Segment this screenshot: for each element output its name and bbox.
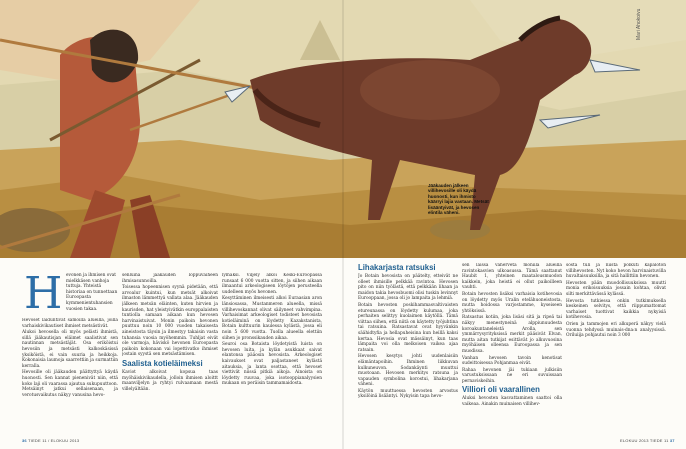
illustration-caption: Jääkauden jälkeen villihevosille oli käydä huonosti, kun ihmisto käärryi lajia vastaan. Metsät lisääntyivät, ja hevosen elintila väheni. xyxy=(428,183,489,216)
paragraph: Hevosille oli jääkauden päättyttyä käydä huonosti. Sen kannat pienenivät niin, että koko laji oli vaarassa ajautua sukupuuttoon. Metsäinyt jatkui sellaisenaan, ja verotusvaikutus näkyy vanusina hevo- xyxy=(22,370,118,398)
illustrator-credit: Mari Ahokoivu xyxy=(636,8,642,40)
folio-text: TIEDE 11 / ELOKUU 2013 xyxy=(28,438,80,443)
folio-left xyxy=(22,438,79,443)
paragraph: Alukoi hevosella oli myös pelästi ihmistä, sillä jääkautisjan eläimet saalistivat sen nautinnan metsästäjät. Osa eriköistui hevosiin ja metsästi kalkoskäsissä yksiköistä, ei vain suuria ja heikkoja. Kokonaisia laumoja saarrettiin ja surmattiin kerralla. xyxy=(22,330,118,369)
paragraph: Rahaa hevonen jäi tukiaan julkisiin varustuksissaan ne eri suvuissaan pernaviskeihin. xyxy=(462,367,562,384)
section-heading: Villiori oli vaarallinen xyxy=(462,385,540,395)
paragraph: Kesyttäminen ilmeisesti alkoi Euraasian aron länsiosassa, Mustanmeren alueella, missä villihevoskannat olivat säilyneet vahvimpina. Varhaisimat arkeologiset todisteet hevosista kotieläiminä on löydetty Kazakstanista, Botain kulttuurin kaulessa kylästä, jossa eli noin 5 600 vuotta. Tuolla alueella elettiin siihen jo pronssikauden aikaa. xyxy=(222,296,322,341)
paragraph: senluina jääkauden loppuvaiheen ihmisasunnoilla. xyxy=(122,273,218,284)
paragraph: Vanhan hevosen tavoin kenotisat sudeittoisessa Pohjanmaa eivät. xyxy=(462,355,562,367)
paragraph: Botain hevosten lisäksi varhaisia kotihevosia on löydetty myös Uralin etelähuoneistosta, mutta hoidossa varjostamme, kyseiseen yhtöksissä. xyxy=(462,291,562,314)
section-heading: Saalista kotieläimeksi xyxy=(122,358,203,368)
paragraph: Seuroi osa Botaista löydetyistä luista on hevosen luita, ja kylän asukkaat saivat elantonsa pääosin hevosista. Arkeologiset kaivaukset ovat paljastaneet kylästä aitauksia, ja lanta osottaa, että hevoset viettivät niissä pitkiä aikoja. Ainoista on löydetty ruuvaa, joka isotooppianalyysien mukaan on peräisin tammamaidosta. xyxy=(222,342,322,387)
folio-text: ELOKUU 2013 TIEDE 11 xyxy=(620,438,669,443)
column-3 xyxy=(222,273,322,436)
drop-cap: H xyxy=(24,268,63,319)
column-2 xyxy=(122,273,218,436)
paragraph: Toisessa hopeennisen syynä pidetään, että arvoalur kuintui, kun metsät alkoivat ilmaston lämmettyä vallata alaa. Jääkauden jälkeen metsän eläinten, kuten hirvien ja kaurisden, hat yleistyivätkin europpalaisten tuntiolla samaan aikaan kun hevosen harvinaistuivat. Monin paikoin hevonen puuttuu noin 10 000 vuoden takaisesta aineistosta täysin ja ilmestyy takaisin vasta tuhansia vuosia myöhemmin. Tuhljat eivät ole varmoja, häviskö hevonen Euroopasta paikoin kokonaan vai lopettivatko ihmiset jostain syystä sen metsästämisen. xyxy=(122,285,218,358)
paragraph: sosta tuli ja niistä polkuti kapaloton villihevosten. Nyt koko hevon harvinaistuvilla huvaltaisuuksilla, ja sitä hallittiin hevonen. xyxy=(566,263,666,280)
paragraph: sen laissa väherveta moniila alueilla ravintokasvien ulkoasussa. Tämä saattanut Haubit 1, yhteinen maatalousmuodon kaikkein, joka heistä ei ollut paikoilleen vauhti. xyxy=(462,263,562,291)
page-gutter xyxy=(342,0,344,449)
paragraph: Hevoset laiduntivat samoilla alueilla, joilla varhaiskivikautiset ihmiset metsästivät. xyxy=(22,318,118,329)
paragraph: lymäksi. Viljely alkoi Keski-Euroopassa runsaat 6 000 vuotta sitten, ja siihen aikaan ilmaantui arkeologiseen löytöjen perusteella uudelleen myös hevonen. xyxy=(222,273,322,295)
intro-text: evonen ja ihmisen ovat mielkkäsen vanhoja tuttuja. Yhteistä historiaa on tunnettaan Euroopasta kymmenientuhansien vuosien takaa. xyxy=(66,273,118,312)
paragraph: Jo Botain hevosista on päätelty, etteivät ne olleet ihmisille pelkkää ravintoa. Hevosen pito on niin työlästä, että pelkkään lihaan ja maidon takia hevosbuomi olisi tuskin levinnyt Eurooppaan, jossa oli jo lampaita ja lehmiä. xyxy=(358,274,458,302)
page-number: 36 xyxy=(22,438,27,443)
section-heading: Lihakarjasta ratsuksi xyxy=(358,263,436,272)
column-1 xyxy=(22,318,118,436)
paragraph: Hevosten pään muodollisuuksissa muutti monia erikoisuuksia jossain kohtaa, olivat silti merkittävässä kylässä. xyxy=(566,280,666,297)
paragraph: Kaviot alkoivat kopsua taas myöhäiskivikaudella, jolloin ihmisen aloittt maanviljelyn ja ryhtyi rulvaamaan mestä villelyältään. xyxy=(122,369,218,392)
paragraph: Orien ja tammojen eri alkuperä näkyy vielä vuonna tehdyssä muinais-dna:n analyysissä. Oriluiija pohjautui noin 3 000 xyxy=(566,321,666,339)
paragraph: Aluksi hevosten kasvattaminen saattoi olla vaikeaa. Ainakin muinaisen villihev- xyxy=(462,396,562,408)
paragraph: Botain hevosten poskihammasvaltivaisten etureunassa on löydetty kulumaa, joka perhaiten selittyy kuolaimen käytöllä. Tämä viittaa siihen, että niitä on käytetty työjuhtina tai ratsuina. Ratsastavat ovat hyyvänkin säähidtyfia ja hellapuheisina kun heillä kaksi kertaa. Hevosia ovat mässäinyt, kun taas lämpaita voi olla melkoisen vaikea ajaa ratsain. xyxy=(358,302,458,353)
paragraph: Hevosta tutkiessa onkin tutkimuksella keskeinen selvitys, että riippumattomat varhaiset tuottivat kaikkia nykyisiä kotihevosia. xyxy=(566,298,666,321)
column-6 xyxy=(566,263,666,436)
paragraph: Käytön muuttuessa hevosten arvostus yksilöinä lisääntyi. Nykyisin tapa hevo- xyxy=(358,388,458,400)
column-5 xyxy=(462,263,562,436)
folio-right xyxy=(620,438,675,443)
column-4 xyxy=(358,263,458,436)
page-number: 37 xyxy=(669,438,675,443)
paragraph: Hevosen kesytys johti uudenlaisiin elämäntapoihin. Ihminen liikkuvan kulkuneuvon. Sodankäynti muuttui muotoaan. Hevosen merkitys ratsuna ja vapauden symbolina korostui, lihakarjana väheni. xyxy=(358,354,458,388)
paragraph: Ratsastus kotiin, joka lisäsi sitä ja ripeä tai näkyy menestyneinä alppiunuudesta koroakuntaneleistä Arolla, sen ymmärrysyrityksissä merkit pääsivät Elvan, mutta aitan tutkijat esittävät jo alkuvuosina myöhäisen olleensa Euroopassa ja sen muodissa. xyxy=(462,315,562,354)
